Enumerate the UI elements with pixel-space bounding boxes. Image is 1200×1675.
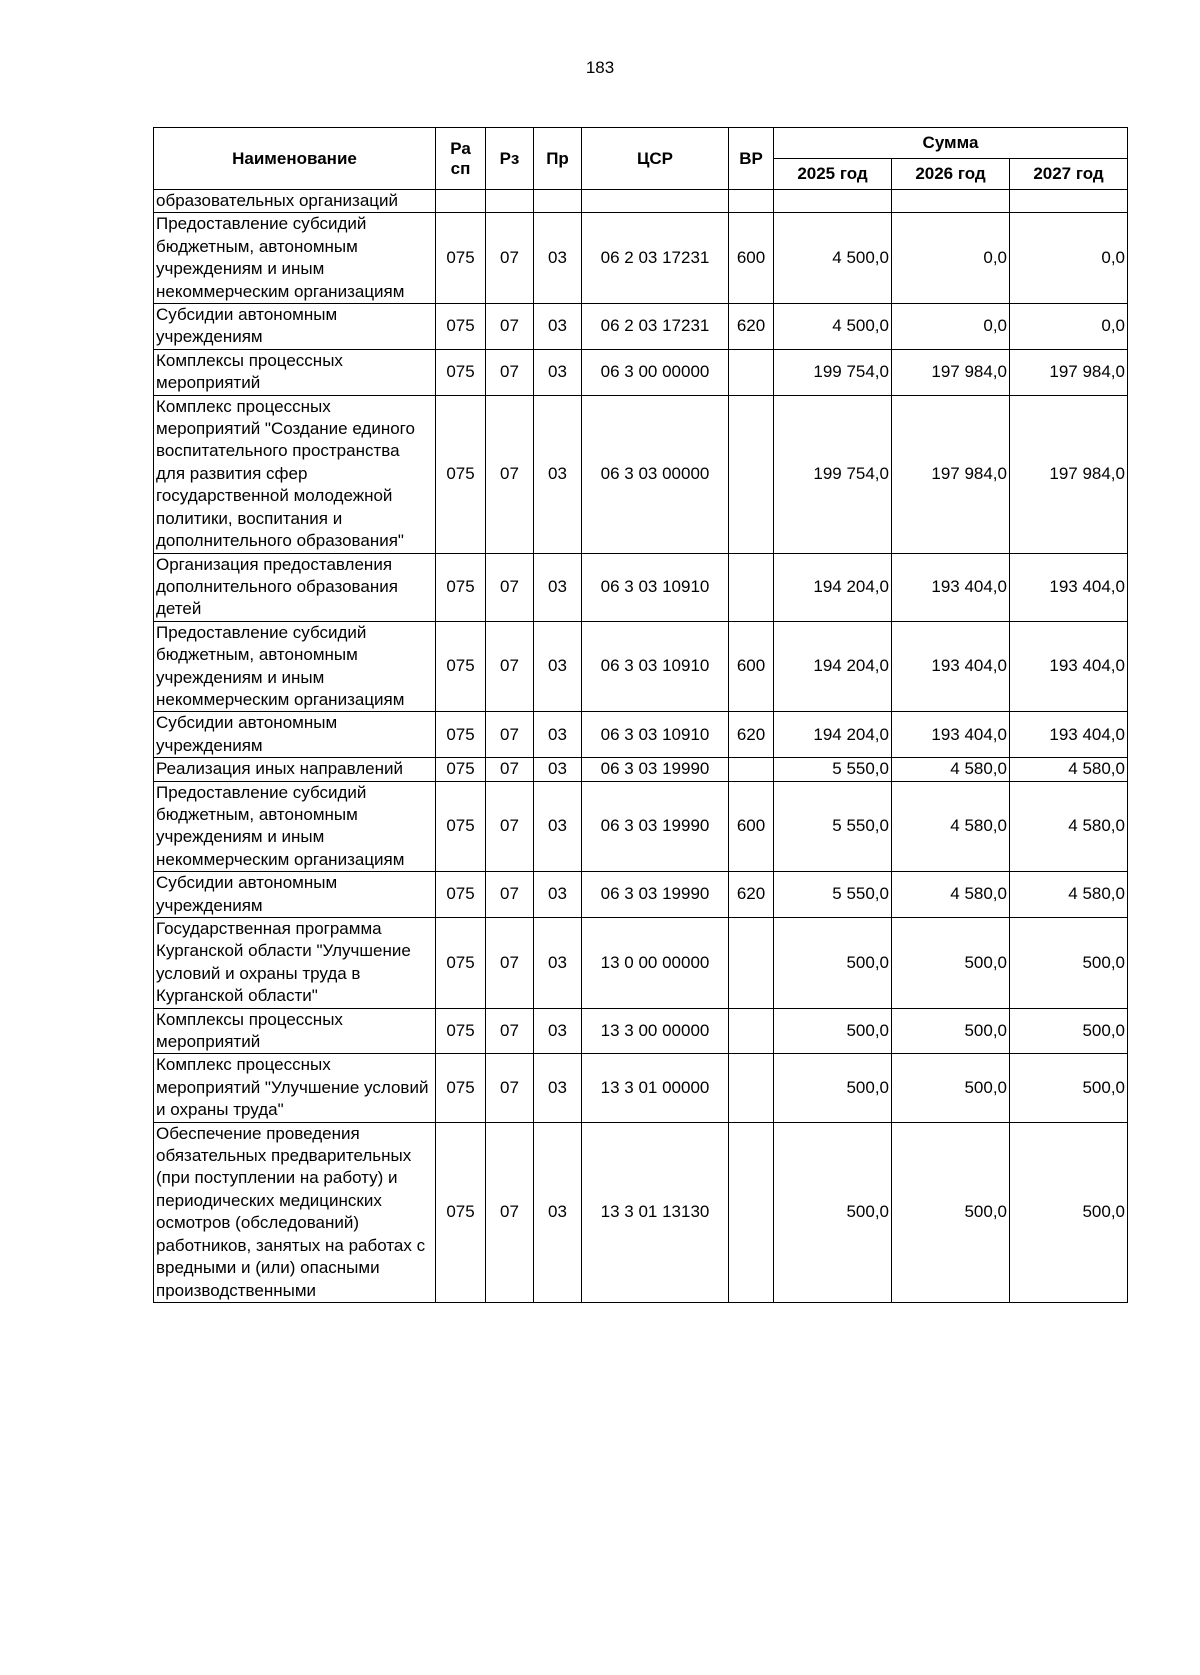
header-vr: ВР: [729, 128, 774, 190]
cell-2025: 5 550,0: [774, 872, 892, 918]
budget-table: [153, 127, 1128, 1303]
table-row: [154, 712, 1128, 758]
cell-name: Комплексы процессных мероприятий: [154, 349, 436, 395]
header-rasp-line2: сп: [450, 158, 471, 178]
cell-2025: 194 204,0: [774, 553, 892, 621]
cell-2026: 0,0: [892, 213, 1010, 304]
cell-csr: 06 3 03 10910: [582, 553, 729, 621]
cell-rasp: 075: [436, 1054, 486, 1122]
table-row: [154, 395, 1128, 553]
header-year-2026: 2026 год: [892, 159, 1010, 190]
cell-2027: 500,0: [1010, 1008, 1128, 1054]
table-row: [154, 872, 1128, 918]
cell-2027: 0,0: [1010, 304, 1128, 350]
page-number: 183: [585, 58, 615, 77]
cell-rasp: 075: [436, 395, 486, 553]
cell-name: Субсидии автономным учреждениям: [154, 304, 436, 350]
cell-csr: 06 3 03 10910: [582, 621, 729, 712]
cell-rasp: 075: [436, 621, 486, 712]
header-pr: Пр: [534, 128, 582, 190]
cell-csr: 06 2 03 17231: [582, 213, 729, 304]
cell-2027: 4 580,0: [1010, 781, 1128, 872]
table-row: [154, 758, 1128, 781]
cell-csr: 13 0 00 00000: [582, 918, 729, 1009]
cell-name: Субсидии автономным учреждениям: [154, 872, 436, 918]
cell-2025: 500,0: [774, 1054, 892, 1122]
cell-csr: 06 3 03 19990: [582, 781, 729, 872]
cell-2027: 197 984,0: [1010, 395, 1128, 553]
cell-name: Государственная программа Курганской области "Улучшение условий и охраны труда в Курганской области": [154, 918, 436, 1009]
cell-rz: 07: [486, 918, 534, 1009]
header-year-2027: 2027 год: [1010, 159, 1128, 190]
cell-2027: 0,0: [1010, 213, 1128, 304]
header-rz: Рз: [486, 128, 534, 190]
cell-rasp: 075: [436, 349, 486, 395]
cell-rz: 07: [486, 1122, 534, 1302]
cell-2027: [1010, 190, 1128, 213]
cell-2027: 197 984,0: [1010, 349, 1128, 395]
cell-rasp: [436, 190, 486, 213]
cell-2025: 194 204,0: [774, 712, 892, 758]
cell-name: Предоставление субсидий бюджетным, автономным учреждениям и иным некоммерческим организациям: [154, 781, 436, 872]
cell-2025: 5 550,0: [774, 758, 892, 781]
cell-csr: 06 3 03 19990: [582, 758, 729, 781]
cell-vr: [729, 395, 774, 553]
table-row: [154, 1054, 1128, 1122]
cell-pr: 03: [534, 349, 582, 395]
cell-2025: 4 500,0: [774, 213, 892, 304]
table-header: [154, 128, 1128, 190]
cell-csr: 06 2 03 17231: [582, 304, 729, 350]
cell-2027: 4 580,0: [1010, 872, 1128, 918]
cell-2026: 4 580,0: [892, 781, 1010, 872]
cell-2026: 4 580,0: [892, 758, 1010, 781]
cell-vr: 620: [729, 712, 774, 758]
cell-rasp: 075: [436, 1122, 486, 1302]
cell-rasp: 075: [436, 781, 486, 872]
cell-name: Комплекс процессных мероприятий "Улучшение условий и охраны труда": [154, 1054, 436, 1122]
cell-2027: 193 404,0: [1010, 712, 1128, 758]
cell-name: Реализация иных направлений: [154, 758, 436, 781]
cell-vr: 600: [729, 781, 774, 872]
cell-pr: 03: [534, 1054, 582, 1122]
table-row: [154, 1008, 1128, 1054]
cell-2025: 4 500,0: [774, 304, 892, 350]
cell-vr: [729, 349, 774, 395]
table-row: [154, 190, 1128, 213]
cell-rasp: 075: [436, 1008, 486, 1054]
cell-2027: 193 404,0: [1010, 553, 1128, 621]
cell-rasp: 075: [436, 918, 486, 1009]
cell-rz: 07: [486, 872, 534, 918]
cell-vr: [729, 190, 774, 213]
cell-2026: 500,0: [892, 918, 1010, 1009]
cell-vr: 620: [729, 304, 774, 350]
cell-2026: 193 404,0: [892, 712, 1010, 758]
cell-pr: 03: [534, 1008, 582, 1054]
cell-2025: 199 754,0: [774, 395, 892, 553]
cell-pr: 03: [534, 213, 582, 304]
table-body: [154, 190, 1128, 1303]
cell-rz: 07: [486, 395, 534, 553]
cell-csr: 06 3 03 10910: [582, 712, 729, 758]
cell-csr: 06 3 03 19990: [582, 872, 729, 918]
cell-2026: 4 580,0: [892, 872, 1010, 918]
header-sum: Сумма: [774, 128, 1128, 159]
cell-csr: 13 3 00 00000: [582, 1008, 729, 1054]
header-rasp-line1: Ра: [450, 138, 471, 158]
cell-rz: 07: [486, 349, 534, 395]
cell-2026: 0,0: [892, 304, 1010, 350]
header-rasp: [436, 128, 486, 190]
cell-rz: 07: [486, 712, 534, 758]
cell-2025: 199 754,0: [774, 349, 892, 395]
cell-rz: 07: [486, 304, 534, 350]
cell-vr: 600: [729, 213, 774, 304]
header-year-2025: 2025 год: [774, 159, 892, 190]
cell-pr: [534, 190, 582, 213]
cell-2027: 4 580,0: [1010, 758, 1128, 781]
cell-2025: 500,0: [774, 1122, 892, 1302]
cell-2025: 194 204,0: [774, 621, 892, 712]
cell-csr: 06 3 00 00000: [582, 349, 729, 395]
cell-pr: 03: [534, 395, 582, 553]
cell-name: Предоставление субсидий бюджетным, автономным учреждениям и иным некоммерческим организациям: [154, 621, 436, 712]
cell-2027: 500,0: [1010, 1054, 1128, 1122]
cell-pr: 03: [534, 712, 582, 758]
table-row: [154, 621, 1128, 712]
table-row: [154, 1122, 1128, 1302]
cell-vr: [729, 1122, 774, 1302]
cell-name: Предоставление субсидий бюджетным, автономным учреждениям и иным некоммерческим организациям: [154, 213, 436, 304]
cell-2026: 193 404,0: [892, 621, 1010, 712]
cell-name: образовательных организаций: [154, 190, 436, 213]
cell-pr: 03: [534, 621, 582, 712]
cell-2025: 500,0: [774, 1008, 892, 1054]
cell-pr: 03: [534, 918, 582, 1009]
table-row: [154, 213, 1128, 304]
cell-2025: [774, 190, 892, 213]
cell-rz: 07: [486, 621, 534, 712]
cell-pr: 03: [534, 872, 582, 918]
cell-2026: 500,0: [892, 1008, 1010, 1054]
cell-rasp: 075: [436, 758, 486, 781]
cell-csr: 06 3 03 00000: [582, 395, 729, 553]
cell-rz: 07: [486, 1008, 534, 1054]
cell-rz: [486, 190, 534, 213]
cell-2027: 193 404,0: [1010, 621, 1128, 712]
cell-name: Субсидии автономным учреждениям: [154, 712, 436, 758]
table-row: [154, 918, 1128, 1009]
cell-rasp: 075: [436, 712, 486, 758]
table-row: [154, 304, 1128, 350]
header-name: Наименование: [154, 128, 436, 190]
cell-name: Комплекс процессных мероприятий "Создание единого воспитательного пространства для развития сфер государственной молодежной политики, воспитания и дополнительного образования": [154, 395, 436, 553]
cell-pr: 03: [534, 758, 582, 781]
cell-rasp: 075: [436, 213, 486, 304]
cell-vr: [729, 758, 774, 781]
cell-rz: 07: [486, 781, 534, 872]
cell-vr: [729, 1008, 774, 1054]
cell-vr: 620: [729, 872, 774, 918]
cell-pr: 03: [534, 553, 582, 621]
cell-rz: 07: [486, 758, 534, 781]
cell-rasp: 075: [436, 553, 486, 621]
cell-2026: 193 404,0: [892, 553, 1010, 621]
cell-2025: 500,0: [774, 918, 892, 1009]
cell-rz: 07: [486, 553, 534, 621]
table-row: [154, 553, 1128, 621]
cell-2025: 5 550,0: [774, 781, 892, 872]
cell-rz: 07: [486, 1054, 534, 1122]
cell-2026: [892, 190, 1010, 213]
cell-name: Комплексы процессных мероприятий: [154, 1008, 436, 1054]
cell-csr: [582, 190, 729, 213]
table-row: [154, 781, 1128, 872]
header-csr: ЦСР: [582, 128, 729, 190]
cell-2026: 197 984,0: [892, 349, 1010, 395]
cell-vr: [729, 553, 774, 621]
cell-vr: 600: [729, 621, 774, 712]
cell-name: Организация предоставления дополнительного образования детей: [154, 553, 436, 621]
cell-vr: [729, 1054, 774, 1122]
cell-csr: 13 3 01 13130: [582, 1122, 729, 1302]
cell-2027: 500,0: [1010, 918, 1128, 1009]
cell-2026: 197 984,0: [892, 395, 1010, 553]
cell-name: Обеспечение проведения обязательных предварительных (при поступлении на работу) и периодических медицинских осмотров (обследований) работников, занятых на работах с вредными и (или) опасными производственными: [154, 1122, 436, 1302]
cell-2027: 500,0: [1010, 1122, 1128, 1302]
cell-rz: 07: [486, 213, 534, 304]
cell-pr: 03: [534, 1122, 582, 1302]
cell-vr: [729, 918, 774, 1009]
cell-2026: 500,0: [892, 1122, 1010, 1302]
cell-2026: 500,0: [892, 1054, 1010, 1122]
cell-pr: 03: [534, 304, 582, 350]
cell-csr: 13 3 01 00000: [582, 1054, 729, 1122]
cell-pr: 03: [534, 781, 582, 872]
cell-rasp: 075: [436, 304, 486, 350]
cell-rasp: 075: [436, 872, 486, 918]
table-row: [154, 349, 1128, 395]
